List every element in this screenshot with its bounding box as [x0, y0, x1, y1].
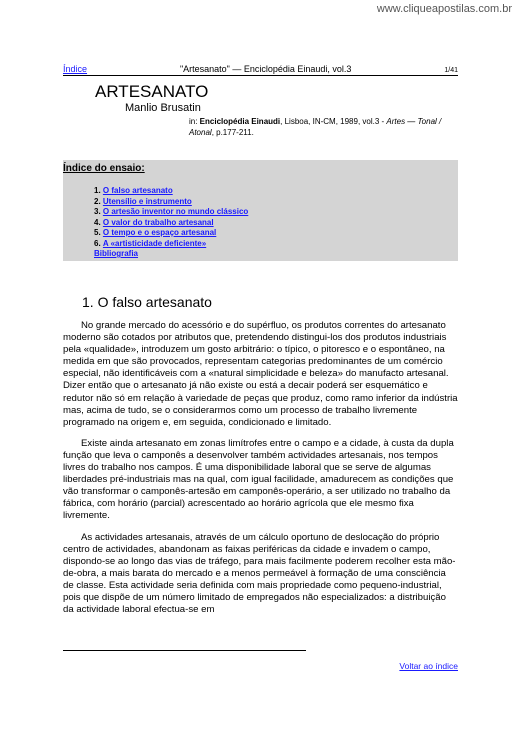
index-item [94, 228, 248, 239]
paragraph: Existe ainda artesanato em zonas limítrofes entre o campo e a cidade, à custa da dupla função que leva o camponês a desenvolver também actividades artesanais, nos tempos livres do trabalho nos campos. É uma disponibilidade laboral que se serve de algumas liberdades pré-industriais mas na qual, com igual facilidade, amadurecem as condições que vão transformar o camponês-artesão em camponês-operário, a ser utilizado no trabalho da fábrica, com horário (parcial) acrescentado ao horário agrícola que ele mesmo fixa livremente. [63, 437, 454, 522]
footnote-divider [63, 650, 306, 651]
index-heading: Índice do ensaio: [63, 163, 145, 174]
article-author: Manlio Brusatin [125, 102, 201, 114]
paragraph: As actividades artesanais, através de um cálculo oportuno de deslocação do próprio centro de actividades, abandonam as faixas periféricas da cidade e invadem o campo, dispondo-se ao longo das vias de tráfego, para mais facilmente poderem recolher esta mão-de-obra, a mais barata do mercado e a menos permeável à formação de uma consciência de classe. Esta actividade seria definida com mais propriedade como pequeno-industrial, pois que dispõe de um número limitado de empregados não especializados: a distribuição da actividade laboral efectua-se em [63, 531, 456, 616]
index-item-number: 1. [94, 186, 101, 195]
back-to-index-link[interactable]: Voltar ao índice [399, 661, 458, 671]
index-item [94, 186, 248, 197]
index-item-number: 2. [94, 196, 101, 206]
index-link[interactable]: Índice [63, 64, 88, 74]
index-item [94, 239, 248, 250]
index-item-number: 4. [94, 217, 101, 227]
index-item-number: 5. [94, 228, 101, 237]
source-pages: , p.177-211. [211, 128, 254, 137]
index-item-link[interactable]: O falso artesanato [102, 186, 173, 195]
source-publication: Enciclopédia Einaudi [199, 117, 281, 126]
index-item-link[interactable]: O tempo e o espaço artesanal [102, 228, 217, 237]
index-item [94, 197, 248, 208]
watermark-url: www.cliqueapostilas.com.br [376, 3, 512, 15]
index-item-number: 6. [94, 238, 101, 248]
running-header [63, 64, 458, 76]
source-details: , Lisboa, IN-CM, 1989, vol.3 - [280, 117, 387, 126]
index-item-link[interactable]: A «artisticidade deficiente» [102, 238, 207, 248]
source-volume-title: Artes — Tonal / Atonal [189, 117, 442, 137]
index-item-link[interactable]: O artesão inventor no mundo clássico [102, 207, 249, 216]
running-title: "Artesanato" — Enciclopédia Einaudi, vol.3 [179, 64, 352, 74]
paragraph: No grande mercado do acessório e do supérfluo, os produtos correntes do artesanato moderno são cotados por atributos que, pretendendo distingui-los dos produtos industriais pela «qualidade», introduzem um gosto arbitrário: o típico, o pitoresco e o espontâneo, na medida em que são provocados, representam categorias predominantes de um comércio especial, não identificáveis com a «natural simplicidade e beleza» do manufacto artesanal. Dizer então que o artesanato já não existe ou está a decair poderá ser esquemático e redutor não só em relação à variedade de peças que produz, como ramo inferior da indústria mas, acima de tudo, se o considerarmos como um processo de trabalho livremente programado na origem e, em seguida, condicionado e limitado. [63, 320, 458, 428]
index-item [94, 249, 248, 260]
body-text [63, 320, 459, 625]
article-source [189, 116, 459, 138]
page-number: 1/41 [444, 67, 458, 74]
index-item-link[interactable]: Utensílio e instrumento [102, 196, 192, 206]
source-prefix: in: [189, 117, 200, 126]
index-item [94, 207, 248, 218]
index-item-number: 3. [94, 207, 101, 216]
essay-index [63, 160, 458, 261]
index-item-link[interactable]: O valor do trabalho artesanal [102, 217, 214, 227]
bibliography-link[interactable]: Bibliografia [94, 249, 139, 258]
index-item [94, 218, 248, 229]
index-list [94, 186, 248, 260]
article-title: ARTESANATO [95, 82, 209, 101]
section-title: 1. O falso artesanato [82, 294, 212, 310]
